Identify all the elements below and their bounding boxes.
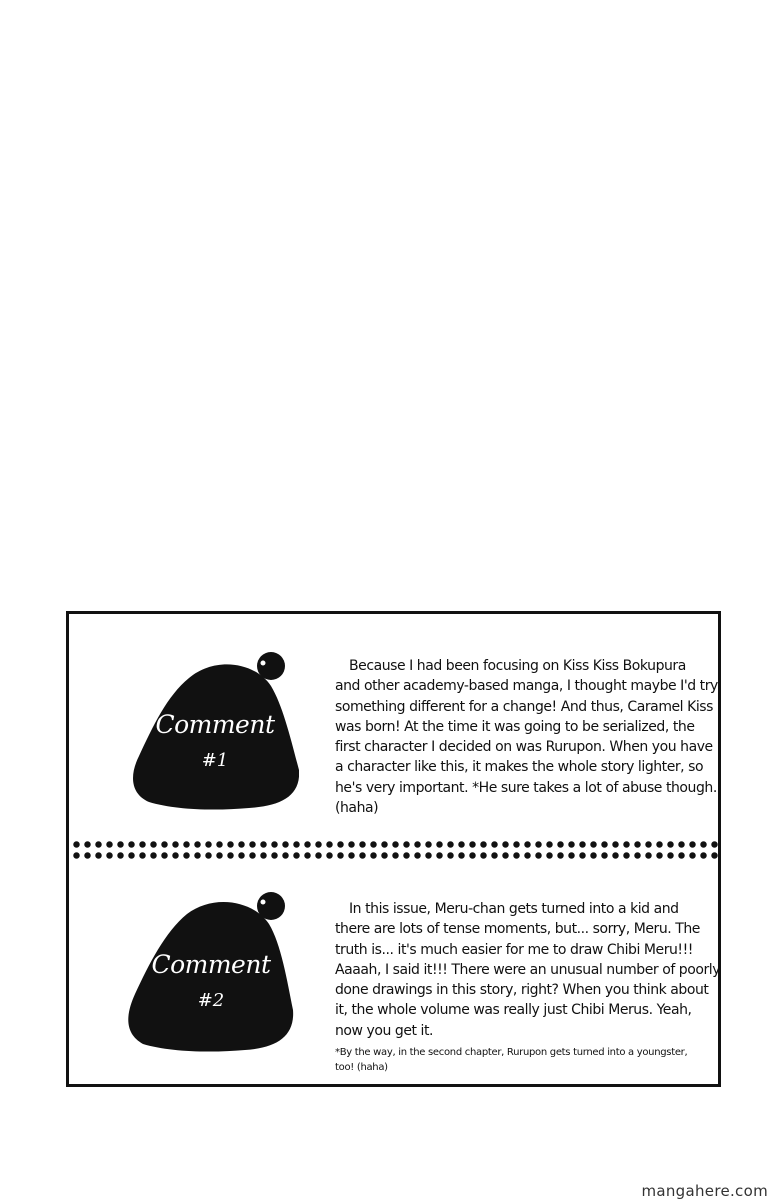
comment-1-section bbox=[69, 614, 718, 836]
comment-1-text bbox=[335, 656, 718, 818]
text-line: Aaaah, I said it!!! There were an unusual number of poorly bbox=[335, 961, 721, 978]
comment-1-badge-word: Comment bbox=[155, 710, 275, 739]
text-line: In this issue, Meru-chan gets turned into a kid and bbox=[349, 901, 679, 917]
text-line: now you get it. bbox=[335, 1022, 434, 1039]
footnote-line: too! (haha) bbox=[335, 1062, 388, 1073]
text-line: (haha) bbox=[335, 800, 379, 817]
text-line: Because I had been focusing on Kiss Kiss Bokupura bbox=[349, 658, 686, 674]
text-line: done drawings in this story, right? When you think about bbox=[335, 982, 709, 999]
text-line: there are lots of tense moments, but... sorry, Meru. The bbox=[335, 921, 700, 938]
text-line: it, the whole volume was really just Chibi Merus. Yeah, bbox=[335, 1002, 692, 1019]
comment-2-text bbox=[335, 899, 721, 1041]
text-line: first character I decided on was Rurupon. When you have bbox=[335, 739, 713, 756]
text-line: he's very important. *He sure takes a lot of abuse though. bbox=[335, 779, 717, 796]
text-line: was born! At the time it was going to be serialized, the bbox=[335, 718, 695, 735]
text-line: a character like this, it makes the whole story lighter, so bbox=[335, 759, 704, 776]
text-line: truth is... it's much easier for me to draw Chibi Meru!!! bbox=[335, 941, 693, 958]
comment-2-section bbox=[69, 854, 721, 1090]
footnote-line: *By the way, in the second chapter, Rurupon gets turned into a youngster, bbox=[335, 1047, 688, 1058]
comment-2-badge bbox=[127, 884, 295, 1059]
comment-2-badge-word: Comment bbox=[151, 950, 271, 979]
text-line: something different for a change! And thus, Caramel Kiss bbox=[335, 698, 713, 715]
comment-1-badge bbox=[131, 644, 299, 819]
comment-1-badge-number: #1 bbox=[201, 750, 229, 771]
comment-panel bbox=[66, 611, 721, 1087]
site-watermark: mangahere.com bbox=[641, 1182, 768, 1200]
comment-2-badge-number: #2 bbox=[197, 990, 225, 1011]
footnote bbox=[335, 1045, 717, 1075]
text-line: and other academy-based manga, I thought maybe I'd try bbox=[335, 678, 718, 695]
